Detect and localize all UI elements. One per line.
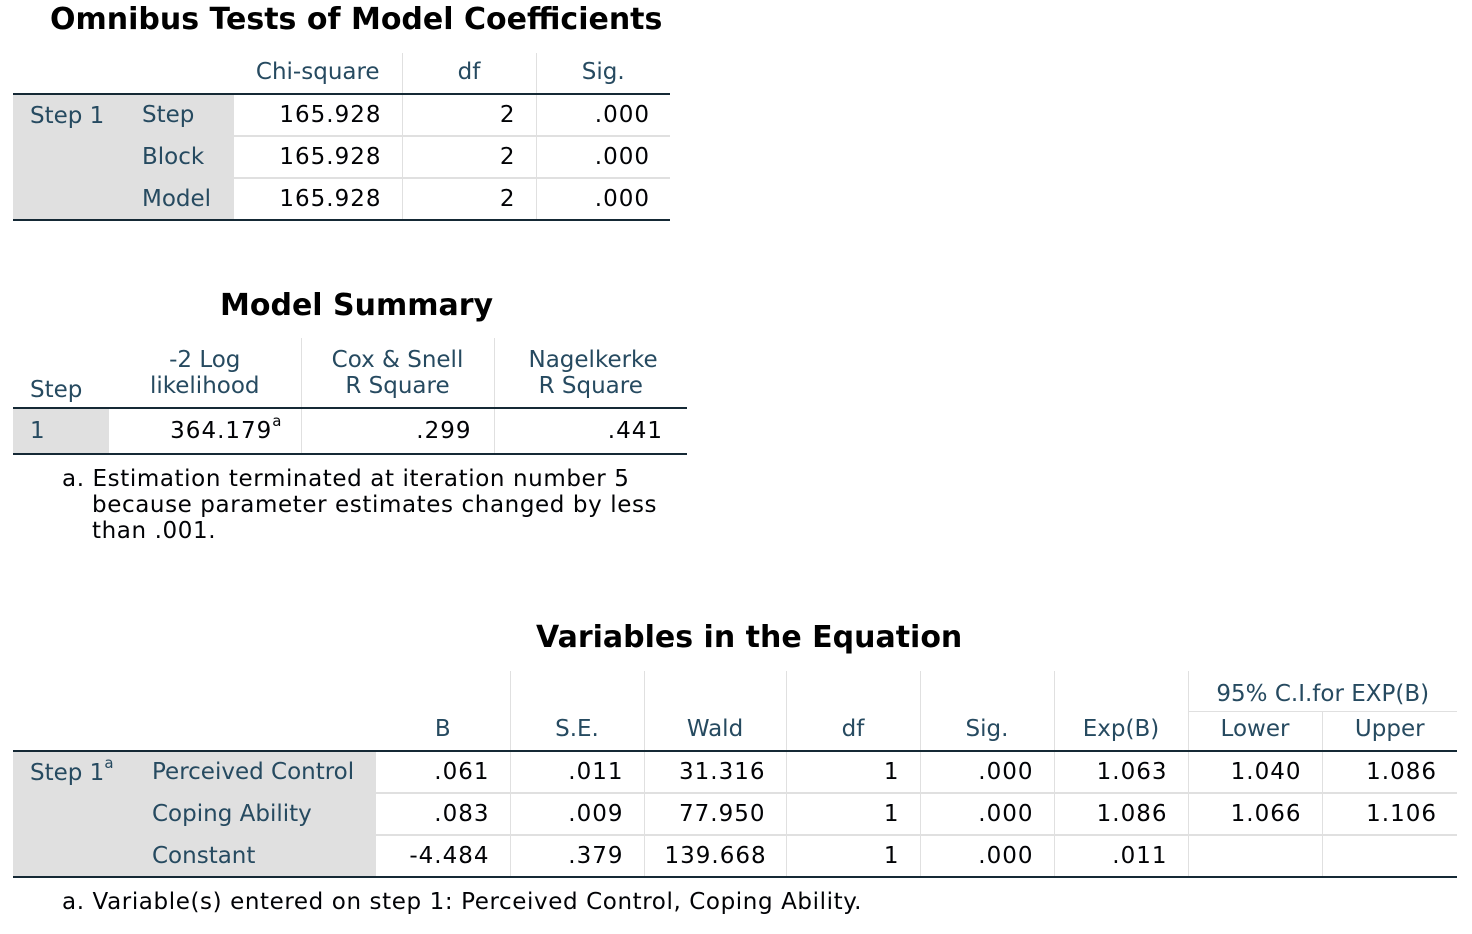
variables-wald-cell: 139.668: [644, 835, 786, 877]
omnibus-group-spacer: [13, 136, 125, 178]
variables-col-df: df: [786, 671, 920, 751]
variables-df-cell: 1: [786, 751, 920, 793]
variables-title: Variables in the Equation: [536, 620, 963, 655]
variables-sig-cell: .000: [920, 835, 1054, 877]
variables-lower-cell: 1.040: [1188, 751, 1322, 793]
variables-table: [13, 671, 1457, 878]
variables-df-cell: 1: [786, 793, 920, 835]
variables-se-cell: .011: [510, 751, 644, 793]
omnibus-group-spacer: [13, 178, 125, 220]
table-row: [13, 408, 687, 454]
omnibus-row-label: Block: [125, 136, 234, 178]
omnibus-sig-cell: .000: [536, 178, 670, 220]
variables-group-spacer: [13, 793, 135, 835]
model-summary-col-neg2ll: -2 Log likelihood: [149, 347, 260, 399]
footnote-marker: a: [104, 753, 114, 772]
model-summary-coxsnell-cell: .299: [301, 408, 494, 454]
variables-upper-cell: 1.106: [1322, 793, 1457, 835]
variables-lower-cell: [1188, 835, 1322, 877]
model-summary-header-row: [13, 338, 687, 408]
omnibus-header-row: [13, 53, 670, 94]
omnibus-col-chisquare: Chi-square: [255, 59, 380, 85]
omnibus-chisquare-cell: 165.928: [234, 178, 402, 220]
table-row: [13, 751, 1457, 793]
omnibus-sig-cell: .000: [536, 136, 670, 178]
variables-ci-header: 95% C.I.for EXP(B): [1188, 671, 1457, 711]
model-summary-title: Model Summary: [220, 288, 494, 323]
variables-wald-cell: 31.316: [644, 751, 786, 793]
variables-upper-cell: 1.086: [1322, 751, 1457, 793]
omnibus-chisquare-cell: 165.928: [234, 94, 402, 136]
omnibus-df-cell: 2: [402, 178, 536, 220]
variables-group-label: Step 1$^a$: [13, 751, 135, 793]
omnibus-table: [13, 53, 670, 221]
variables-group-spacer: [13, 835, 135, 877]
variables-col-wald: Wald: [644, 671, 786, 751]
variables-col-sig: Sig.: [920, 671, 1054, 751]
variables-df-cell: 1: [786, 835, 920, 877]
variables-sig-cell: .000: [920, 793, 1054, 835]
variables-wald-cell: 77.950: [644, 793, 786, 835]
variables-footnote: a. Variable(s) entered on step 1: Perceived Control, Coping Ability.: [62, 889, 863, 915]
omnibus-sig-cell: .000: [536, 94, 670, 136]
omnibus-col-df: df: [402, 53, 536, 94]
variables-b-cell: .061: [376, 751, 510, 793]
variables-se-cell: .009: [510, 793, 644, 835]
omnibus-df-cell: 2: [402, 136, 536, 178]
model-summary-col-step: Step: [30, 377, 83, 403]
omnibus-group-label: Step 1: [13, 94, 125, 136]
variables-header-row-1: [13, 671, 1457, 711]
model-summary-table: [13, 338, 687, 455]
table-row: [13, 835, 1457, 877]
model-summary-neg2ll-cell: 364.179$^a$: [109, 408, 301, 454]
variables-col-b: B: [434, 716, 451, 742]
table-row: [13, 793, 1457, 835]
variables-col-upper: Upper: [1322, 711, 1457, 751]
variables-col-lower: Lower: [1188, 711, 1322, 751]
variables-expb-cell: 1.063: [1054, 751, 1188, 793]
omnibus-title: Omnibus Tests of Model Coefficients: [50, 2, 663, 37]
variables-b-cell: -4.484: [376, 835, 510, 877]
omnibus-chisquare-cell: 165.928: [234, 136, 402, 178]
variables-expb-cell: .011: [1054, 835, 1188, 877]
variables-se-cell: .379: [510, 835, 644, 877]
table-row: [13, 178, 670, 220]
omnibus-row-label: Step: [125, 94, 234, 136]
omnibus-row-label: Model: [125, 178, 234, 220]
variables-col-expb: Exp(B): [1054, 671, 1188, 751]
model-summary-nagelkerke-cell: .441: [494, 408, 687, 454]
variables-row-label: Constant: [135, 835, 376, 877]
table-row: [13, 94, 670, 136]
variables-sig-cell: .000: [920, 751, 1054, 793]
model-summary-col-coxsnell: Cox & Snell R Square: [301, 338, 494, 408]
variables-expb-cell: 1.086: [1054, 793, 1188, 835]
model-summary-col-nagelkerke: Nagelkerke R Square: [494, 338, 687, 408]
omnibus-df-cell: 2: [402, 94, 536, 136]
model-summary-footnote: a. Estimation terminated at iteration number 5 because parameter estimates changed by less than .001.: [62, 466, 658, 544]
model-summary-step-cell: 1: [13, 408, 109, 454]
variables-row-label: Perceived Control: [135, 751, 376, 793]
variables-b-cell: .083: [376, 793, 510, 835]
footnote-marker: a: [272, 412, 283, 430]
variables-upper-cell: [1322, 835, 1457, 877]
table-row: [13, 136, 670, 178]
variables-row-label: Coping Ability: [135, 793, 376, 835]
variables-lower-cell: 1.066: [1188, 793, 1322, 835]
variables-col-se: S.E.: [510, 671, 644, 751]
omnibus-col-sig: Sig.: [536, 53, 670, 94]
